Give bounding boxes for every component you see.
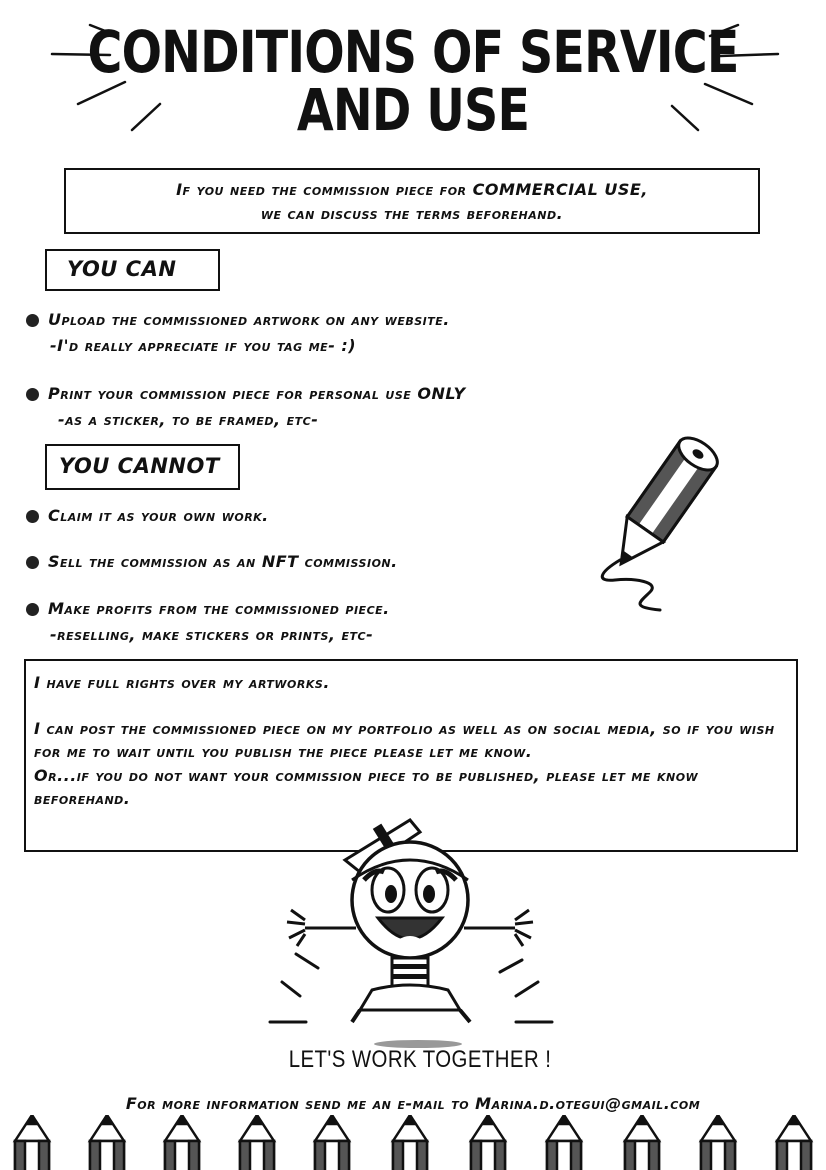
rights-text-3: Or...if you do not want your commission piece to be published, please let me know beforehand.: [34, 765, 699, 808]
only-emphasis: ONLY: [417, 384, 466, 403]
page-title-line-2: AND USE: [296, 76, 530, 144]
nft-emphasis: NFT: [261, 552, 299, 571]
list-item: [26, 503, 269, 529]
contact-footer: For more information send me an e-mail to Marina.d.otegui@gmail.com: [125, 1094, 701, 1113]
you-can-heading: YOU CAN: [45, 249, 220, 291]
list-item-subtext: -I'd really appreciate if you tag me- :): [50, 336, 357, 355]
mascot-illustration: [260, 810, 560, 1050]
pencil-row: [0, 1115, 826, 1170]
pencil-icon: [590, 432, 730, 617]
list-item-text: Print your commission piece for personal use: [48, 384, 418, 403]
commercial-use-notice: [64, 168, 760, 234]
intro-text: If you need the commission piece for: [176, 180, 473, 199]
list-item-text-suffix: commission.: [298, 552, 398, 571]
list-item-text: Claim it as your own work.: [48, 506, 269, 525]
bullet-icon: [26, 510, 39, 523]
you-cannot-heading: YOU CANNOT: [45, 444, 240, 490]
bullet-icon: [26, 603, 39, 616]
rights-text-1: I have full rights over my artworks.: [34, 673, 330, 692]
list-item: [26, 307, 450, 359]
list-item-text: Make profits from the commissioned piece.: [48, 599, 390, 618]
list-item: [26, 381, 466, 433]
list-item: [26, 549, 398, 575]
rights-text-2: I can post the commissioned piece on my portfolio as well as on social media, so if you wish for me to wait until you publish the piece please let me know.: [34, 718, 775, 761]
list-item-text: Upload the commissioned artwork on any website.: [48, 310, 450, 329]
list-item: [26, 596, 390, 648]
list-item-subtext: -reselling, make stickers or prints, etc-: [50, 625, 374, 644]
list-item-text: Sell the commission as an: [48, 552, 262, 571]
bullet-icon: [26, 388, 39, 401]
bullet-icon: [26, 556, 39, 569]
page-title-line-1: CONDITIONS OF SERVICE: [87, 18, 739, 86]
closing-text: LET'S WORK TOGETHER !: [288, 1046, 552, 1073]
intro-text-2: we can discuss the terms beforehand.: [260, 204, 564, 223]
bullet-icon: [26, 314, 39, 327]
commercial-use-emphasis: COMMERCIAL USE,: [472, 180, 648, 199]
list-item-subtext: -as a sticker, to be framed, etc-: [58, 410, 319, 429]
